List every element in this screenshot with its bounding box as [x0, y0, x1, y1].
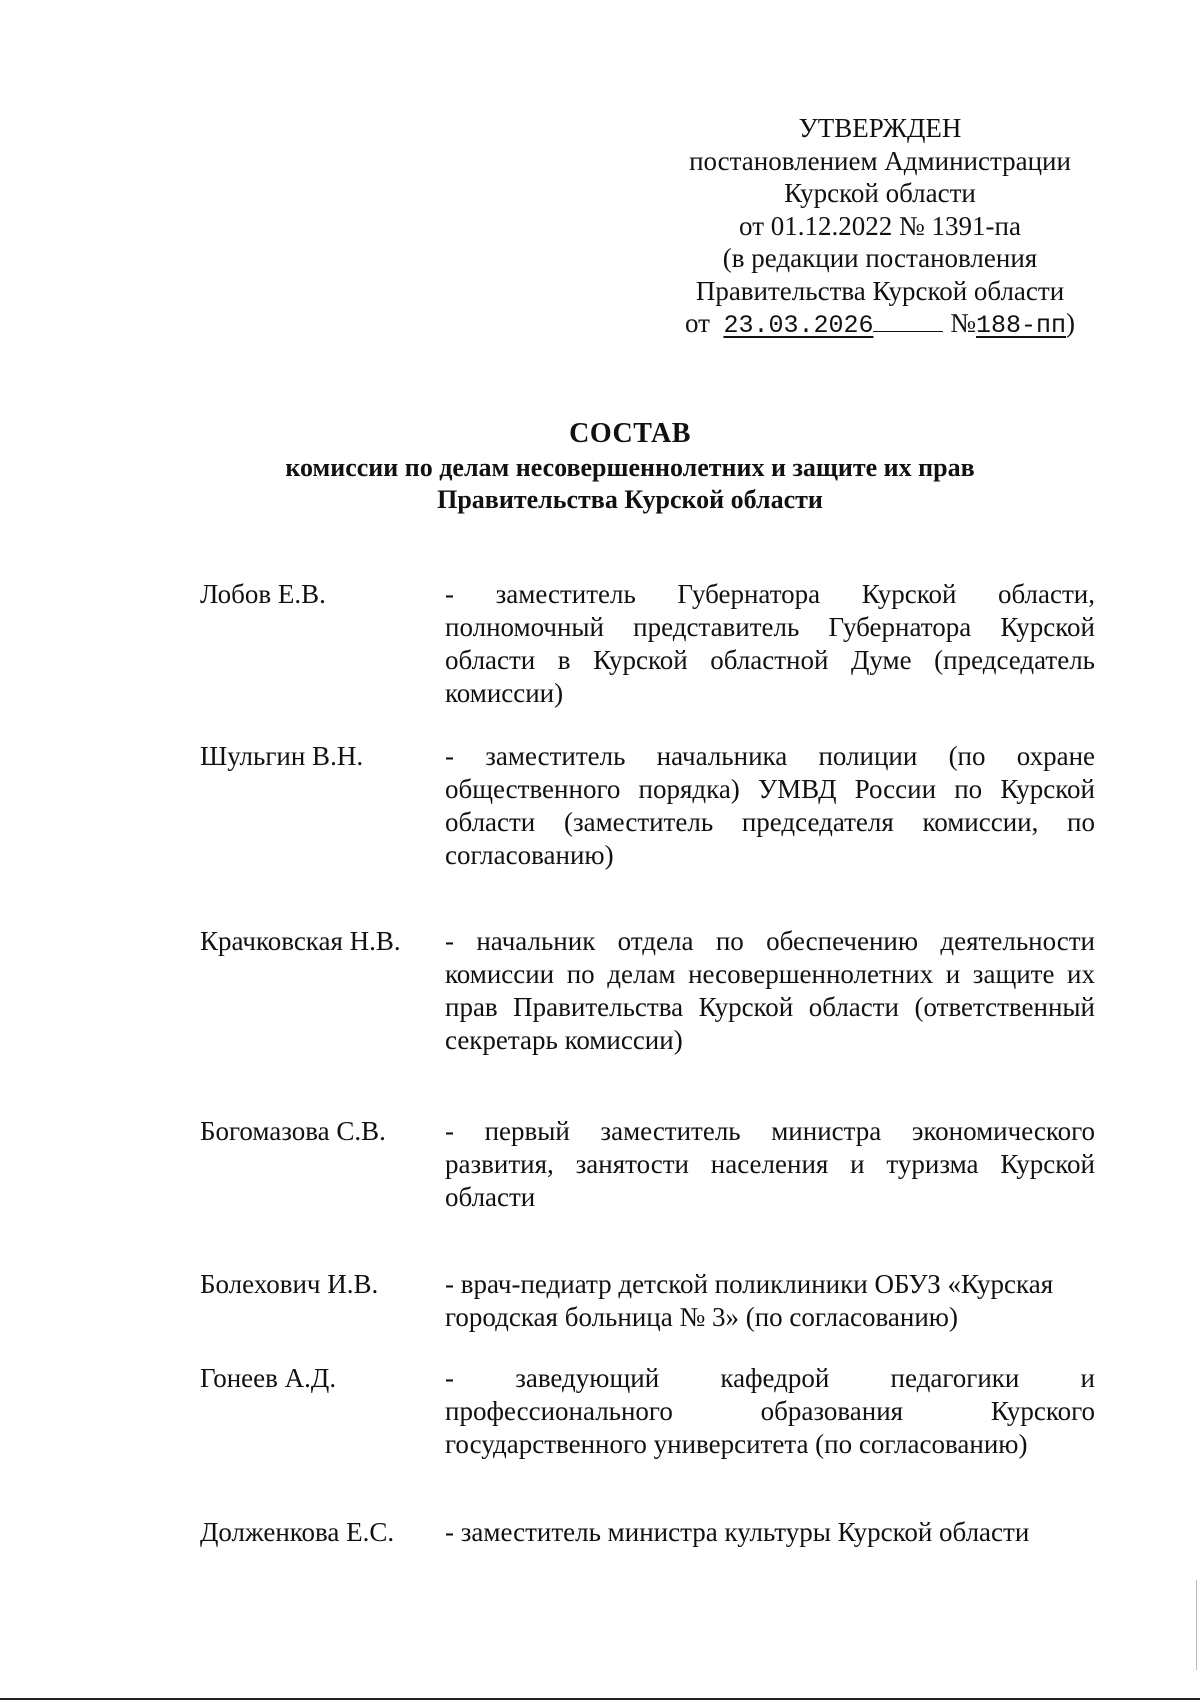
amendment-number: 188-пп — [975, 311, 1066, 340]
approval-line: Правительства Курской области — [695, 275, 1065, 306]
member-role: - первый заместитель министра экономического развития, занятости населения и туризма Курской области — [445, 1116, 1095, 1212]
member-name: Долженкова Е.С. — [200, 1517, 395, 1547]
member-role: - заместитель начальника полиции (по охране общественного порядка) УМВД России по Курской области (заместитель председателя комиссии, по согласованию) — [445, 741, 1095, 870]
number-prefix: № — [950, 308, 976, 338]
member-role: - заместитель министра культуры Курской области — [445, 1517, 1030, 1547]
amendment-date: 23.03.2026 — [723, 311, 874, 340]
member-name: Гонеев А.Д. — [200, 1363, 337, 1393]
approval-line: Курской области — [784, 178, 976, 208]
title-subtitle-line2: Правительства Курской области — [437, 485, 823, 514]
approval-line: от 01.12.2022 № 1391-па — [739, 210, 1021, 241]
date-prefix: от — [684, 308, 710, 338]
scan-edge-mark — [1196, 1580, 1197, 1670]
member-name: Шульгин В.Н. — [200, 741, 364, 771]
date-underline — [873, 309, 943, 332]
approval-heading: УТВЕРЖДЕН — [798, 113, 962, 143]
amendment-date-line — [660, 307, 1100, 343]
document-title — [0, 416, 1200, 516]
member-name: Крачковская Н.В. — [200, 926, 401, 956]
approval-line: (в редакции постановления — [722, 243, 1038, 273]
member-role: - начальник отдела по обеспечению деятельности комиссии по делам несовершеннолетних и защите их прав Правительства Курской области (ответственный секретарь комиссии) — [445, 926, 1095, 1055]
member-role: - заведующий кафедрой педагогики и профессионального образования Курского государственного университета (по согласованию) — [445, 1363, 1095, 1459]
title-heading: СОСТАВ — [569, 418, 691, 449]
member-role: - врач-педиатр детской поликлиники ОБУЗ «Курская городская больница № 3» (по согласованию) — [445, 1269, 1054, 1332]
approval-stamp — [660, 112, 1100, 343]
member-name: Богомазова С.В. — [200, 1116, 386, 1146]
title-subtitle-line1: комиссии по делам несовершеннолетних и защите их прав — [285, 453, 975, 482]
member-name: Болехович И.В. — [200, 1269, 379, 1299]
closing-paren: ) — [1066, 308, 1075, 338]
approval-line: постановлением Администрации — [689, 145, 1071, 176]
member-role: - заместитель Губернатора Курской области, полномочный представитель Губернатора Курской области в Курской областной Думе (председатель комиссии) — [445, 579, 1095, 708]
scan-bottom-edge — [0, 1698, 1200, 1700]
member-name: Лобов Е.В. — [200, 579, 326, 609]
